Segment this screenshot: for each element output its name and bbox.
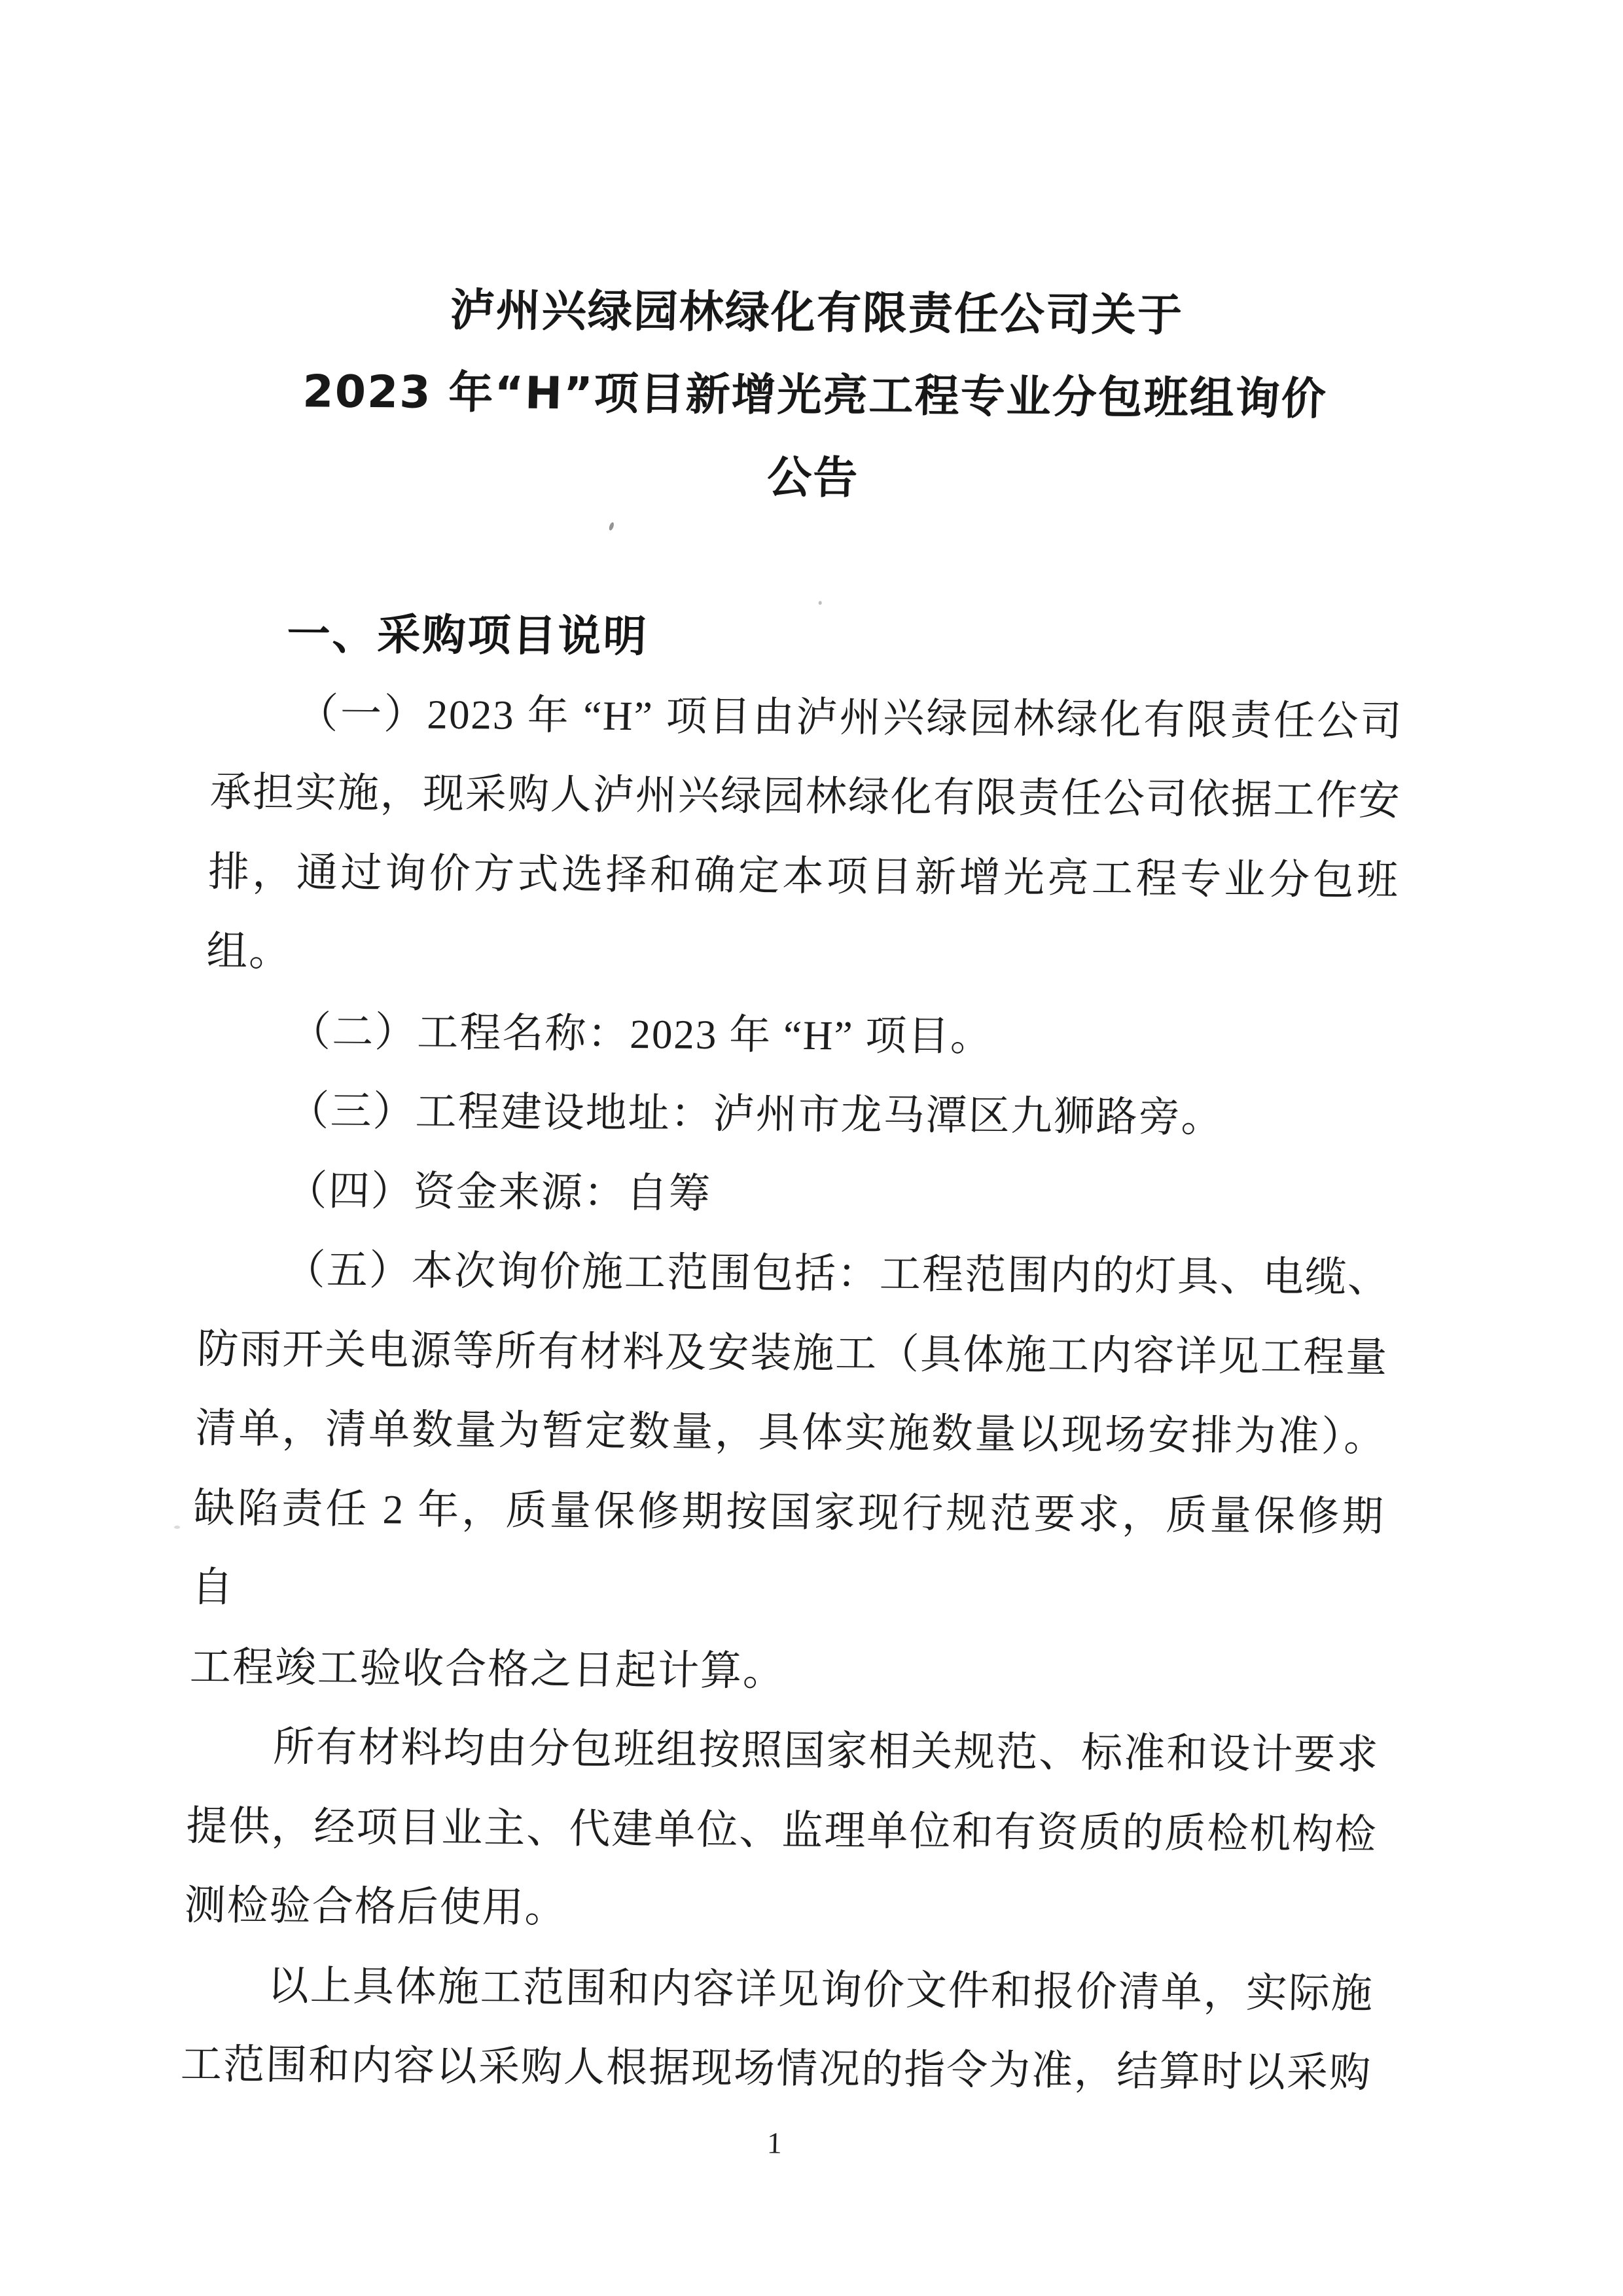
body-line: 防雨开关电源等所有材料及安装施工（具体施工内容详见工程量: [196, 1325, 1389, 1380]
body-line: （一）2023 年 “H” 项目由泸州兴绿园林绿化有限责任公司: [296, 690, 1404, 745]
body-block: [180, 594, 1406, 2113]
scan-speck: [608, 522, 615, 531]
title-line-3: 公告: [766, 452, 860, 505]
body-line: 所有材料均由分包班组按照国家相关规范、标准和设计要求: [272, 1724, 1380, 1778]
body-line: （二）工程名称：2023 年 “H” 项目。: [289, 1008, 993, 1060]
body-line: （三）工程建设地址：泸州市龙马潭区九狮路旁。: [287, 1088, 1224, 1141]
body-line: 工程竣工验收合格之日起计算。: [189, 1643, 786, 1695]
section-heading: 一、采购项目说明: [286, 609, 649, 662]
body-line: （五）本次询价施工范围包括：工程范围内的灯具、电缆、: [283, 1247, 1391, 1301]
document-title: [217, 268, 1414, 524]
body-line: 以上具体施工范围和内容详见询价文件和报价清单，实际施: [267, 1962, 1374, 2017]
body-line: 组。: [205, 928, 293, 975]
body-line: 提供，经项目业主、代建单位、监理单位和有资质的质检机构检: [185, 1803, 1378, 1857]
body-line: 排，通过询价方式选择和确定本项目新增光亮工程专业分包班: [207, 848, 1400, 904]
body-line: 清单，清单数量为暂定数量，具体实施数量以现场安排为准）。: [194, 1405, 1387, 1460]
title-line-2: 2023 年“H”项目新增光亮工程专业分包班组询价: [302, 366, 1328, 425]
body-line: 缺陷责任 2 年，质量保修期按国家现行规范要求，质量保修期自: [191, 1484, 1385, 1611]
body-line: 承担实施，现采购人泸州兴绿园林绿化有限责任公司依据工作安: [209, 769, 1402, 824]
body-line: （四）资金来源：自筹: [285, 1167, 712, 1217]
scan-speck: [174, 1526, 180, 1529]
title-line-1: 泸州兴绿园林绿化有限责任公司关于: [450, 284, 1184, 342]
body-line: 测检验合格后使用。: [183, 1882, 568, 1931]
page-number: 1: [766, 2126, 783, 2160]
body-line: 工范围和内容以采购人根据现场情况的指令为准，结算时以采购: [180, 2041, 1372, 2096]
